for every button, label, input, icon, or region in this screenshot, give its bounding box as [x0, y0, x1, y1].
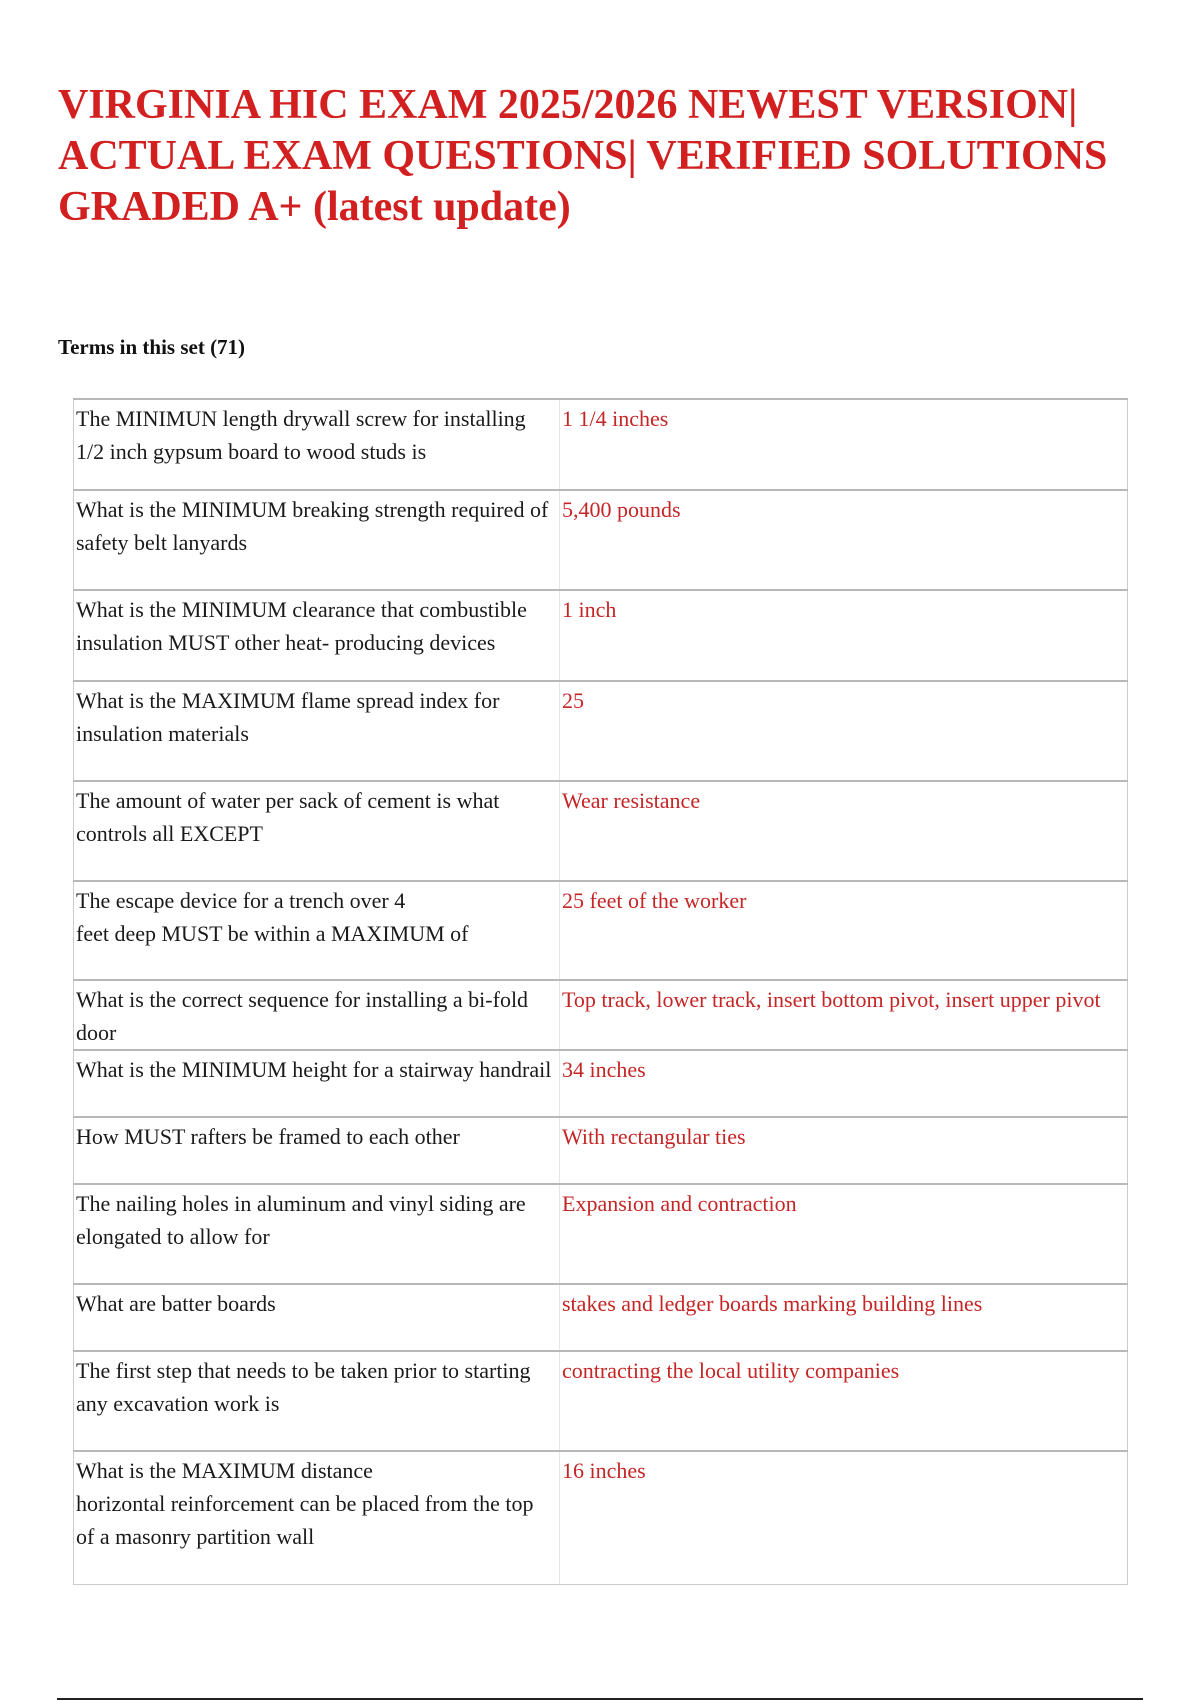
term-question: How MUST rafters be framed to each other	[74, 1117, 560, 1184]
term-answer: Expansion and contraction	[560, 1184, 1128, 1284]
table-row	[74, 781, 1128, 881]
term-question: What are batter boards	[74, 1284, 560, 1351]
terms-table	[73, 398, 1128, 1585]
term-answer: Top track, lower track, insert bottom pivot, insert upper pivot	[560, 980, 1128, 1050]
table-row	[74, 1451, 1128, 1584]
table-row	[74, 681, 1128, 781]
term-answer: contracting the local utility companies	[560, 1351, 1128, 1451]
table-row	[74, 1050, 1128, 1117]
document-title: VIRGINIA HIC EXAM 2025/2026 NEWEST VERSION| ACTUAL EXAM QUESTIONS| VERIFIED SOLUTIONS GRADED A+ (latest update)	[58, 82, 1108, 230]
table-row	[74, 881, 1128, 980]
term-answer: 5,400 pounds	[560, 490, 1128, 590]
term-question: The nailing holes in aluminum and vinyl siding are elongated to allow for	[74, 1184, 560, 1284]
term-answer: 16 inches	[560, 1451, 1128, 1584]
term-answer: stakes and ledger boards marking building lines	[560, 1284, 1128, 1351]
table-row	[74, 980, 1128, 1050]
term-question: What is the MINIMUM clearance that combustible insulation MUST other heat- producing devices	[74, 590, 560, 681]
term-question: The MINIMUN length drywall screw for installing 1/2 inch gypsum board to wood studs is	[74, 399, 560, 490]
term-question: What is the correct sequence for installing a bi-fold door	[74, 980, 560, 1050]
term-question: What is the MAXIMUM flame spread index for insulation materials	[74, 681, 560, 781]
term-answer: With rectangular ties	[560, 1117, 1128, 1184]
term-question: What is the MINIMUM breaking strength required of safety belt lanyards	[74, 490, 560, 590]
term-question: What is the MAXIMUM distance horizontal reinforcement can be placed from the top of a masonry partition wall	[74, 1451, 560, 1584]
term-question: What is the MINIMUM height for a stairway handrail	[74, 1050, 560, 1117]
terms-set-heading: Terms in this set (71)	[58, 335, 246, 359]
term-answer: 1 1/4 inches	[560, 399, 1128, 490]
term-answer: 34 inches	[560, 1050, 1128, 1117]
table-row	[74, 590, 1128, 681]
table-row	[74, 1117, 1128, 1184]
term-question: The amount of water per sack of cement is what controls all EXCEPT	[74, 781, 560, 881]
term-answer: 25	[560, 681, 1128, 781]
term-answer: 1 inch	[560, 590, 1128, 681]
term-answer: Wear resistance	[560, 781, 1128, 881]
term-question: The first step that needs to be taken prior to starting any excavation work is	[74, 1351, 560, 1451]
term-answer: 25 feet of the worker	[560, 881, 1128, 980]
table-row	[74, 1284, 1128, 1351]
term-question: The escape device for a trench over 4 feet deep MUST be within a MAXIMUM of	[74, 881, 560, 980]
table-row	[74, 1351, 1128, 1451]
table-row	[74, 1184, 1128, 1284]
table-row	[74, 490, 1128, 590]
table-row	[74, 399, 1128, 490]
